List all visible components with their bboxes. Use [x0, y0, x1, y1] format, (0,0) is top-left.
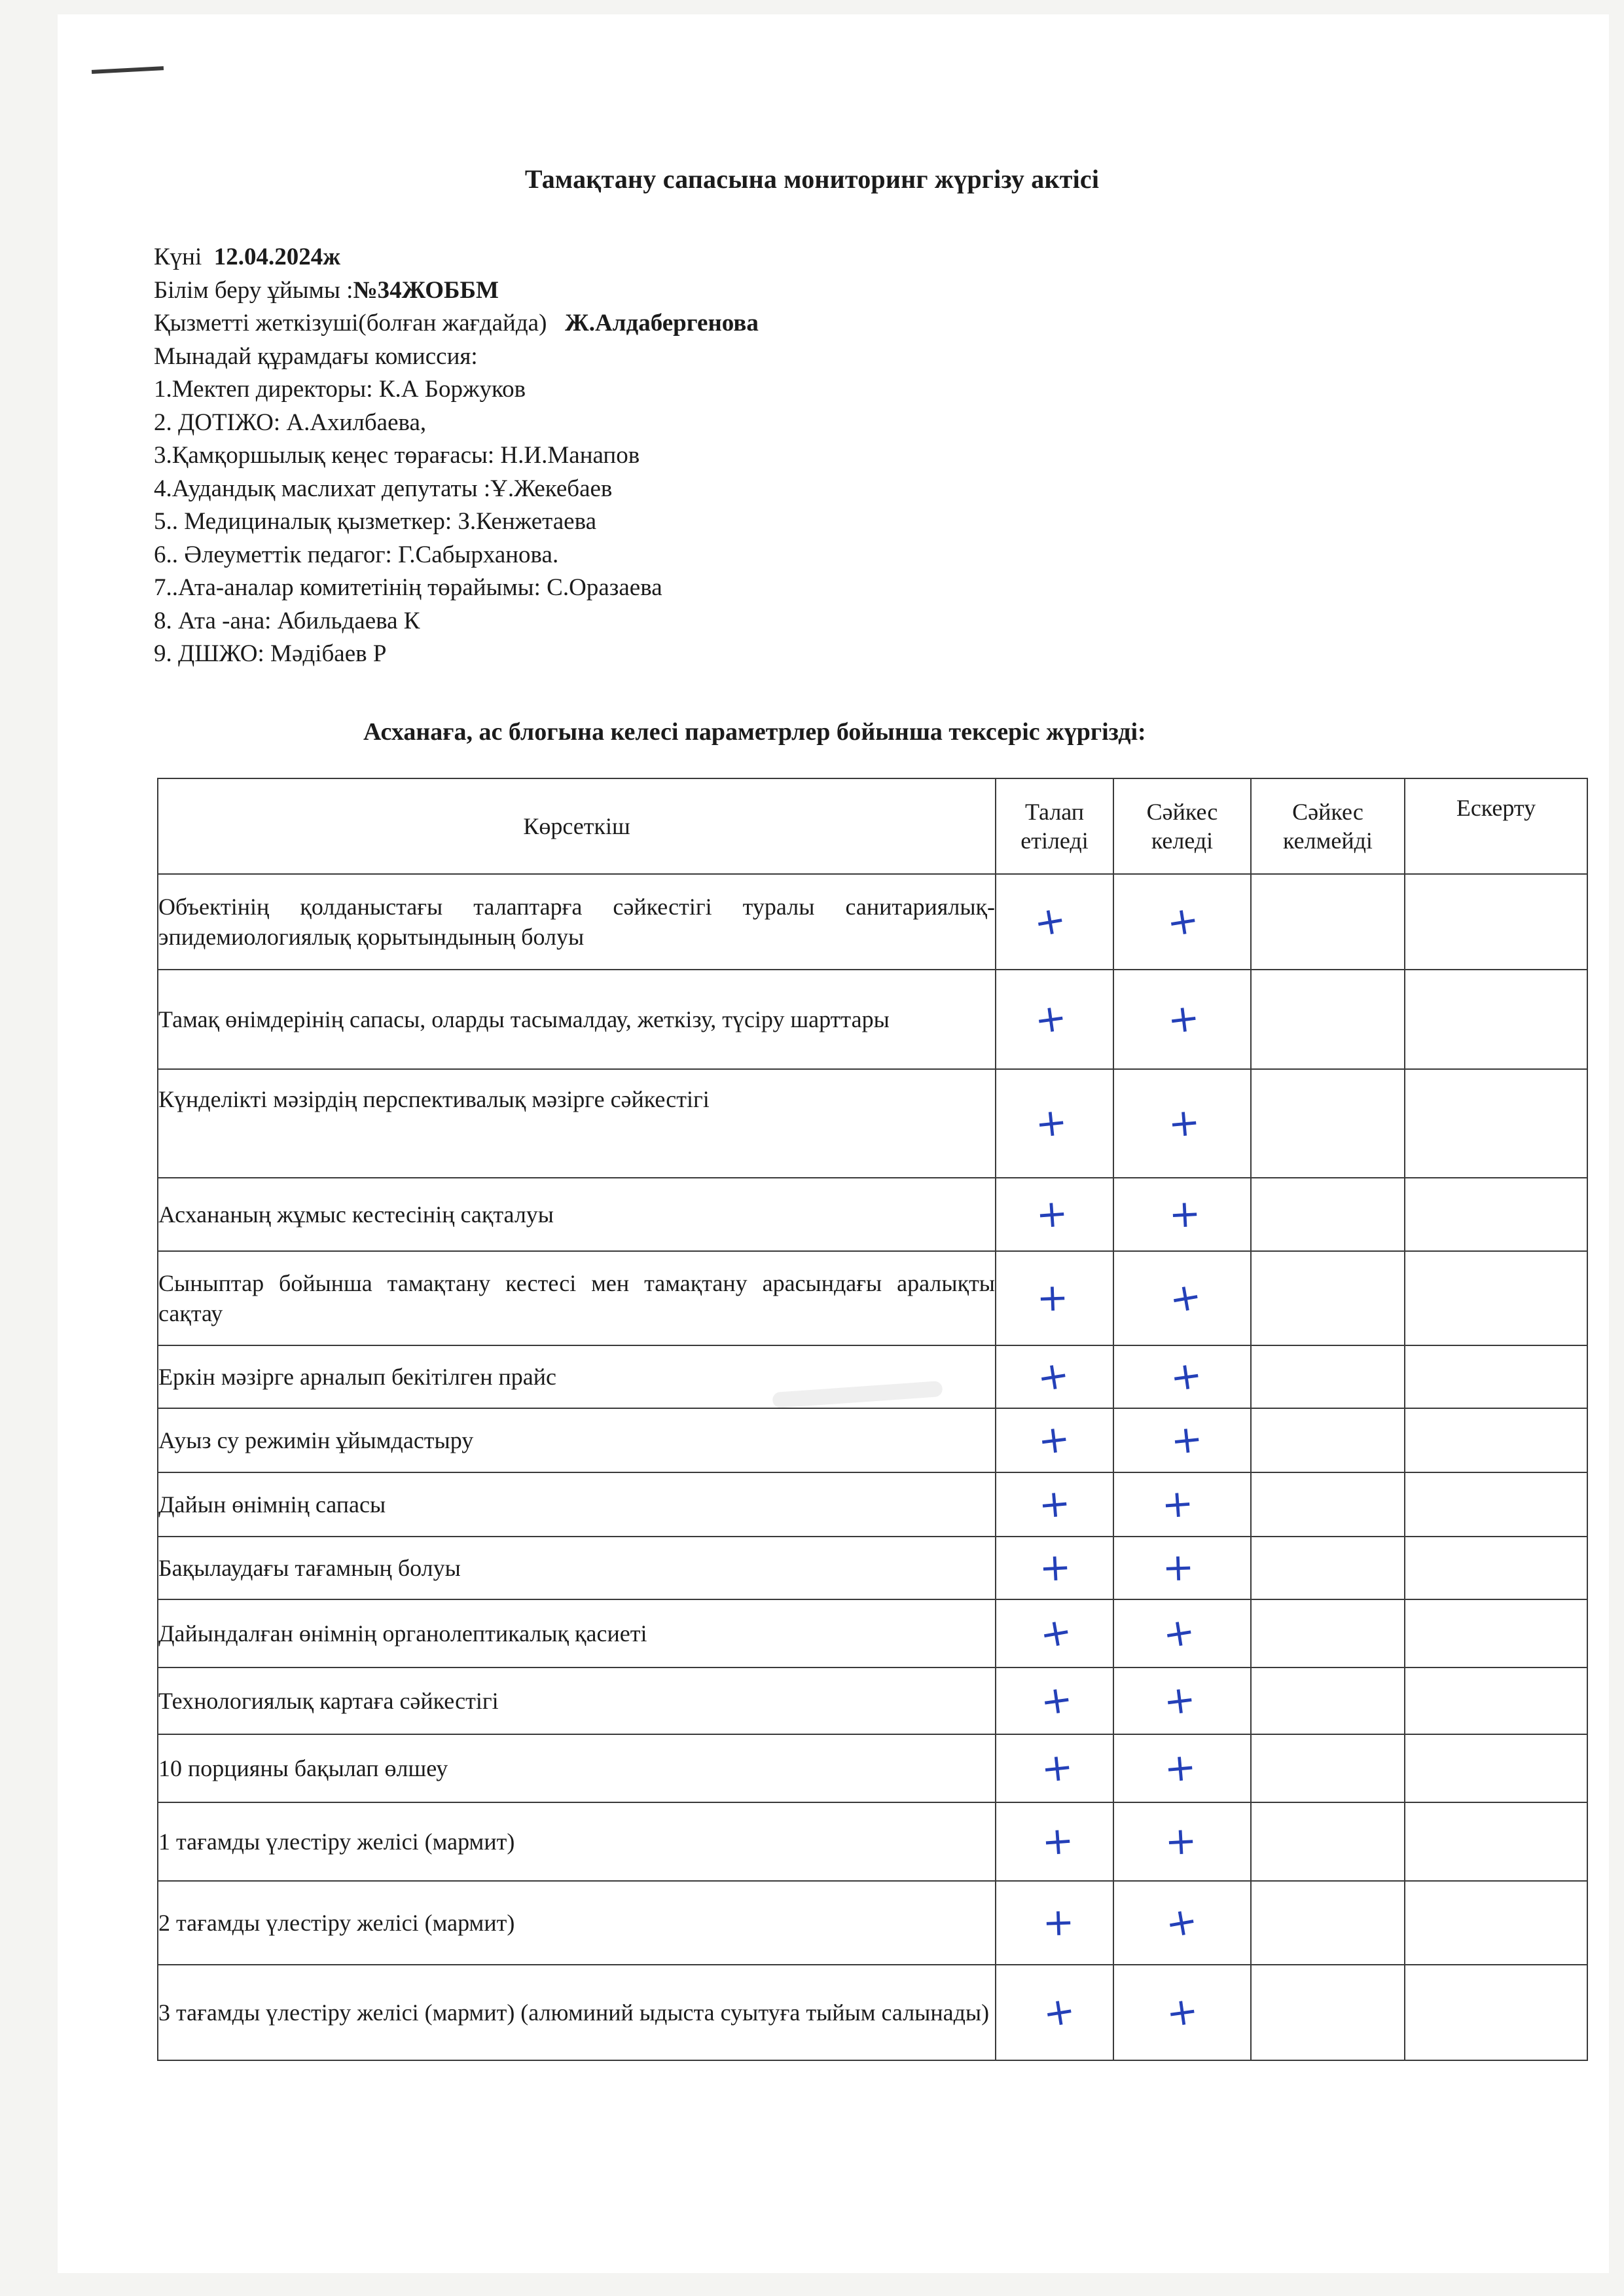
required-cell — [996, 1069, 1113, 1178]
complies-cell — [1113, 1069, 1251, 1178]
pen-plus-mark: + — [1166, 1273, 1205, 1322]
commission-member: 7..Ата-аналар комитетінің төрайымы: С.Оразаева — [154, 574, 662, 601]
header-complies-line2: келеді — [1151, 828, 1214, 854]
pen-plus-mark: + — [1039, 1987, 1079, 2037]
table-row — [158, 1408, 1587, 1472]
commission-member: 6.. Әлеуметтік педагог: Г.Сабырханова. — [154, 541, 559, 568]
noncomplies-cell — [1251, 1537, 1405, 1599]
table-row — [158, 970, 1587, 1069]
complies-cell — [1113, 1345, 1251, 1408]
complies-cell — [1113, 1178, 1251, 1251]
commission-member: 5.. Медициналық қызметкер: З.Кенжетаева — [154, 508, 597, 535]
table-row — [158, 1734, 1587, 1802]
header-noncomplies — [1251, 778, 1405, 874]
header-required-line2: етіледі — [1020, 828, 1089, 854]
note-cell — [1405, 1251, 1587, 1345]
complies-cell — [1113, 970, 1251, 1069]
required-cell — [996, 1965, 1113, 2060]
pen-plus-mark: + — [1159, 1608, 1199, 1658]
header-complies-line1: Сәйкес — [1146, 799, 1218, 825]
complies-cell — [1113, 1881, 1251, 1965]
pen-plus-mark: + — [1036, 1275, 1070, 1321]
indicator-cell: Объектінің қолданыстағы талаптарға сәйкестігі туралы санитариялық-эпидемиологиялық қорытындының болуы — [158, 874, 996, 970]
pen-plus-mark: + — [1163, 896, 1202, 946]
supplier-line — [154, 307, 759, 340]
required-cell — [996, 1408, 1113, 1472]
note-cell — [1405, 1345, 1587, 1408]
note-cell — [1405, 1965, 1587, 2060]
note-cell — [1405, 874, 1587, 970]
table-row — [158, 1599, 1587, 1667]
date-label: Күні — [154, 244, 202, 270]
pen-plus-mark: + — [1167, 1190, 1202, 1237]
note-cell — [1405, 1472, 1587, 1537]
pen-plus-mark: + — [1038, 1544, 1073, 1591]
pen-plus-mark: + — [1160, 1480, 1195, 1527]
indicator-cell: Дайын өнімнің сапасы — [158, 1472, 996, 1537]
indicator-cell: 1 тағамды үлестіру желісі (мармит) — [158, 1802, 996, 1881]
pen-plus-mark: + — [1034, 1190, 1070, 1237]
indicator-cell: Бақылаудағы тағамның болуы — [158, 1537, 996, 1599]
noncomplies-cell — [1251, 1178, 1405, 1251]
commission-member: 4.Аудандық маслихат депутаты :Ұ.Жекебаев — [154, 475, 613, 502]
pen-plus-mark: + — [1038, 1675, 1075, 1724]
required-cell — [996, 970, 1113, 1069]
pen-plus-mark: + — [1034, 1351, 1073, 1401]
pen-plus-mark: + — [1161, 1544, 1195, 1590]
document-header — [154, 241, 759, 671]
organization-value: №34ЖОББМ — [353, 276, 499, 304]
pen-plus-mark: + — [1036, 1608, 1075, 1658]
note-cell — [1405, 1408, 1587, 1472]
noncomplies-cell — [1251, 1734, 1405, 1802]
indicator-cell: 3 тағамды үлестіру желісі (мармит) (алюминий ыдыста суытуға тыйым салынады) — [158, 1965, 996, 2060]
table-row — [158, 1802, 1587, 1881]
pen-plus-mark: + — [1162, 1743, 1199, 1791]
table-row — [158, 1178, 1587, 1251]
table-header-row — [158, 778, 1587, 874]
note-cell — [1405, 1881, 1587, 1965]
note-cell — [1405, 1178, 1587, 1251]
required-cell — [996, 1251, 1113, 1345]
pen-plus-mark: + — [1167, 1351, 1205, 1400]
pen-plus-mark: + — [1166, 1099, 1202, 1146]
indicator-cell: Ауыз су режимін ұйымдастыру — [158, 1408, 996, 1472]
required-cell — [996, 1734, 1113, 1802]
indicator-cell: 10 порцияны бақылап өлшеу — [158, 1734, 996, 1802]
table-row — [158, 1537, 1587, 1599]
required-cell — [996, 1599, 1113, 1667]
indicator-cell: Дайындалған өнімнің органолептикалық қасиеті — [158, 1599, 996, 1667]
noncomplies-cell — [1251, 1599, 1405, 1667]
noncomplies-cell — [1251, 970, 1405, 1069]
organization-label: Білім беру ұйымы : — [154, 276, 353, 304]
pen-plus-mark: + — [1162, 1897, 1201, 1947]
noncomplies-cell — [1251, 1667, 1405, 1734]
pen-plus-mark: + — [1041, 1899, 1075, 1945]
noncomplies-cell — [1251, 1408, 1405, 1472]
complies-cell — [1113, 874, 1251, 970]
document-title: Тамақтану сапасына мониторинг жүргізу актісі — [524, 164, 1100, 194]
pen-plus-mark: + — [1030, 896, 1070, 946]
header-note: Ескерту — [1405, 778, 1587, 874]
pen-plus-mark: + — [1033, 1099, 1070, 1147]
indicator-cell: Күнделікті мәзірдің перспективалық мәзірге сәйкестігі — [158, 1069, 996, 1178]
commission-member: 1.Мектеп директоры: К.А Боржуков — [154, 376, 526, 403]
pen-plus-mark: + — [1161, 1676, 1199, 1724]
noncomplies-cell — [1251, 1069, 1405, 1178]
pen-plus-mark: + — [1032, 994, 1070, 1043]
note-cell — [1405, 1599, 1587, 1667]
indicator-cell: Асхананың жұмыс кестесінің сақталуы — [158, 1178, 996, 1251]
header-complies — [1113, 778, 1251, 874]
complies-cell — [1113, 1599, 1251, 1667]
supplier-value: Ж.Алдабергенова — [565, 310, 759, 337]
header-required-line1: Талап — [1024, 799, 1085, 825]
complies-cell — [1113, 1408, 1251, 1472]
organization-line — [154, 274, 759, 308]
complies-cell — [1113, 1537, 1251, 1599]
noncomplies-cell — [1251, 1472, 1405, 1537]
supplier-label: Қызметті жеткізуші(болған жағдайда) — [154, 310, 547, 337]
commission-member: 2. ДОТІЖО: А.Ахилбаева, — [154, 409, 427, 436]
indicator-cell: Сыныптар бойынша тамақтану кестесі мен тамақтану арасындағы аралықты сақтау — [158, 1251, 996, 1345]
complies-cell — [1113, 1251, 1251, 1345]
table-row — [158, 1069, 1587, 1178]
note-cell — [1405, 1734, 1587, 1802]
commission-member: 9. ДШЖО: Мәдібаев Р — [154, 640, 387, 667]
pen-plus-mark: + — [1036, 1480, 1073, 1527]
table-row — [158, 1472, 1587, 1537]
complies-cell — [1113, 1667, 1251, 1734]
table-row — [158, 874, 1587, 970]
table-row — [158, 1667, 1587, 1734]
header-noncomplies-line2: келмейді — [1283, 828, 1373, 854]
header-required — [996, 778, 1113, 874]
required-cell — [996, 1345, 1113, 1408]
complies-cell — [1113, 1472, 1251, 1537]
required-cell — [996, 874, 1113, 970]
required-cell — [996, 1881, 1113, 1965]
note-cell — [1405, 970, 1587, 1069]
complies-cell — [1113, 1965, 1251, 2060]
table-row — [158, 1965, 1587, 2060]
header-indicator: Көрсеткіш — [158, 778, 996, 874]
date-line — [154, 241, 759, 274]
note-cell — [1405, 1069, 1587, 1178]
complies-cell — [1113, 1802, 1251, 1881]
noncomplies-cell — [1251, 1345, 1405, 1408]
header-noncomplies-line1: Сәйкес — [1292, 799, 1363, 825]
noncomplies-cell — [1251, 1965, 1405, 2060]
required-cell — [996, 1802, 1113, 1881]
commission-label: Мынадай құрамдағы комиссия: — [154, 342, 478, 370]
noncomplies-cell — [1251, 874, 1405, 970]
pen-plus-mark: + — [1168, 1415, 1205, 1464]
commission-member: 8. Ата -ана: Абильдаева К — [154, 607, 420, 634]
required-cell — [996, 1472, 1113, 1537]
inspection-table — [157, 778, 1588, 2061]
indicator-cell: Еркін мәзірге арналып бекітілген прайс — [158, 1345, 996, 1408]
table-row — [158, 1881, 1587, 1965]
pen-plus-mark: + — [1040, 1817, 1075, 1865]
note-cell — [1405, 1802, 1587, 1881]
noncomplies-cell — [1251, 1251, 1405, 1345]
pen-plus-mark: + — [1164, 994, 1202, 1043]
indicator-cell: Тамақ өнімдерінің сапасы, оларды тасымалдау, жеткізу, түсіру шарттары — [158, 970, 996, 1069]
noncomplies-cell — [1251, 1802, 1405, 1881]
required-cell — [996, 1667, 1113, 1734]
note-cell — [1405, 1537, 1587, 1599]
pen-plus-mark: + — [1163, 1987, 1201, 2036]
complies-cell — [1113, 1734, 1251, 1802]
date-value: 12.04.2024ж — [213, 244, 341, 270]
pen-plus-mark: + — [1035, 1415, 1073, 1464]
indicator-cell: 2 тағамды үлестіру желісі (мармит) — [158, 1881, 996, 1965]
noncomplies-cell — [1251, 1881, 1405, 1965]
inspection-subtitle: Асханаға, ас блогына келесі параметрлер бойынша тексеріс жүргізді: — [363, 718, 1146, 746]
table-row — [158, 1251, 1587, 1345]
commission-member: 3.Қамқоршылық кеңес төрағасы: Н.И.Манапов — [154, 442, 640, 469]
pen-plus-mark: + — [1163, 1817, 1199, 1865]
required-cell — [996, 1537, 1113, 1599]
required-cell — [996, 1178, 1113, 1251]
indicator-cell: Технологиялық картаға сәйкестігі — [158, 1667, 996, 1734]
pen-plus-mark: + — [1039, 1743, 1075, 1792]
note-cell — [1405, 1667, 1587, 1734]
